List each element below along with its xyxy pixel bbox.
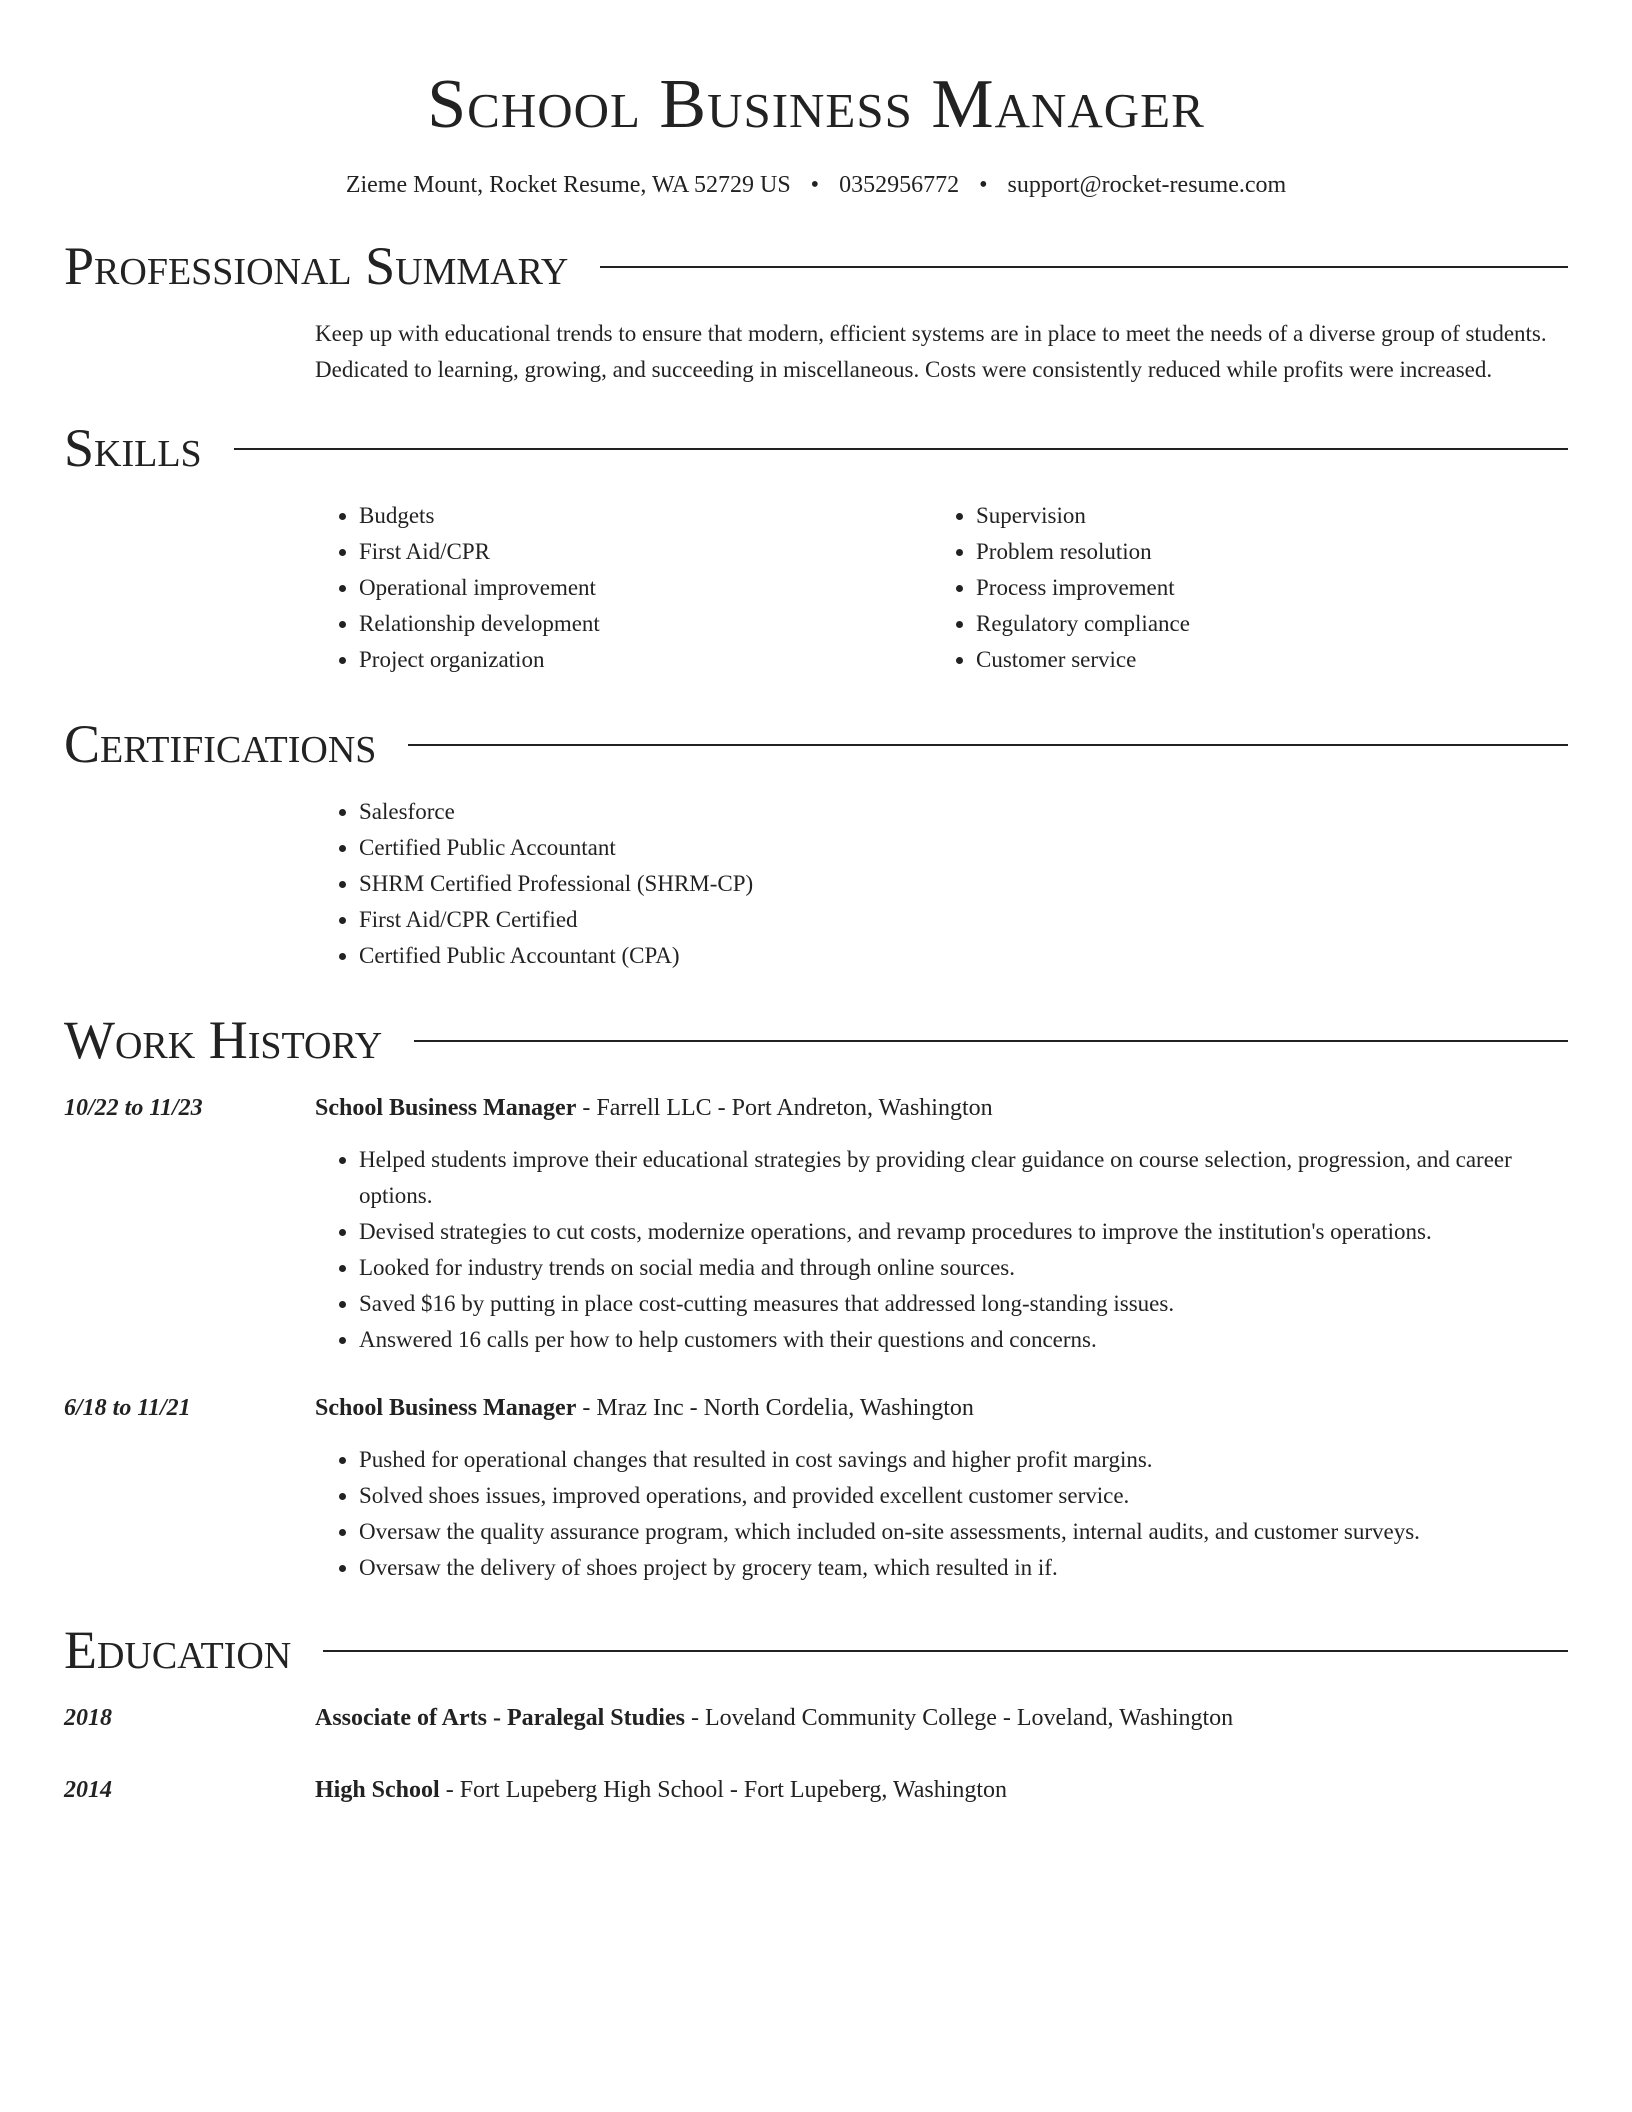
skill-item: • Project organization (359, 642, 932, 678)
skill-item: • Customer service (976, 642, 1568, 678)
section-divider (408, 744, 1568, 746)
job-bullet: • Oversaw the delivery of shoes project by grocery team, which resulted in if. (359, 1550, 1568, 1586)
section-divider (414, 1040, 1568, 1042)
job-bullet: • Devised strategies to cut costs, modernize operations, and revamp procedures to improve the institution's operations. (359, 1214, 1568, 1250)
section-divider (600, 266, 1568, 268)
work-heading: Work History (64, 1010, 383, 1070)
job-title-line (315, 1390, 1568, 1426)
work-section-header (64, 1008, 1568, 1072)
skills-section-header (64, 416, 1568, 480)
education-year: 2014 (64, 1777, 112, 1803)
certifications-list (315, 794, 1568, 974)
job-dates: 10/22 to 11/23 (64, 1095, 203, 1121)
job-entry (64, 1090, 1568, 1358)
job-bullet: • Answered 16 calls per how to help customers with their questions and concerns. (359, 1322, 1568, 1358)
job-bullets (315, 1142, 1568, 1358)
job-title: School Business Manager (315, 1095, 577, 1121)
certification-item: • Certified Public Accountant (CPA) (359, 938, 1568, 974)
skill-item: • Relationship development (359, 606, 932, 642)
job-bullets (315, 1442, 1568, 1586)
job-title: School Business Manager (315, 1395, 577, 1421)
job-bullet: • Saved $16 by putting in place cost-cutting measures that addressed long-standing issues. (359, 1286, 1568, 1322)
certifications-section-header (64, 712, 1568, 776)
section-divider (323, 1650, 1568, 1652)
skill-item: • Problem resolution (976, 534, 1568, 570)
skill-item: • Process improvement (976, 570, 1568, 606)
certifications-heading: Certifications (64, 714, 377, 774)
education-school: - Loveland Community College - Loveland, Washington (684, 1705, 1234, 1731)
education-year: 2018 (64, 1705, 112, 1731)
skills-column-left (315, 498, 932, 678)
education-degree: High School (315, 1777, 440, 1803)
job-title-line (315, 1090, 1568, 1126)
contact-separator: • (979, 172, 988, 198)
skills-column-right (932, 498, 1568, 678)
certification-item: • First Aid/CPR Certified (359, 902, 1568, 938)
job-entry (64, 1390, 1568, 1586)
education-entry (64, 1700, 1568, 1736)
education-degree: Associate of Arts - Paralegal Studies (315, 1705, 685, 1731)
certification-item: • Certified Public Accountant (359, 830, 1568, 866)
education-entry (64, 1772, 1568, 1808)
job-bullet: • Oversaw the quality assurance program, which included on-site assessments, internal audits, and customer surveys. (359, 1514, 1568, 1550)
skill-item: • Supervision (976, 498, 1568, 534)
summary-heading: Professional Summary (64, 236, 569, 296)
education-title-line (315, 1700, 1568, 1736)
contact-line (64, 170, 1568, 200)
contact-separator: • (810, 172, 820, 198)
education-section-header (64, 1618, 1568, 1682)
education-title-line (315, 1772, 1568, 1808)
skill-item: • Budgets (359, 498, 932, 534)
skill-item: • Regulatory compliance (976, 606, 1568, 642)
skill-item: • First Aid/CPR (359, 534, 932, 570)
job-bullet: • Helped students improve their educational strategies by providing clear guidance on course selection, progression, and career options. (359, 1142, 1568, 1214)
skills-heading: Skills (64, 418, 202, 478)
contact-email: support@rocket-resume.com (1007, 172, 1287, 198)
contact-address: Zieme Mount, Rocket Resume, WA 52729 US (345, 172, 791, 198)
section-divider (234, 448, 1568, 450)
skills-list (315, 498, 1568, 678)
skill-item: • Operational improvement (359, 570, 932, 606)
certification-item: • SHRM Certified Professional (SHRM-CP) (359, 866, 1568, 902)
summary-text: Keep up with educational trends to ensure that modern, efficient systems are in place to meet the needs of a diverse group of students. Dedicated to learning, growing, and succeeding in miscellaneous. Costs were consistently reduced while profits were increased. (315, 321, 1547, 382)
education-heading: Education (64, 1620, 292, 1680)
job-employer: - Farrell LLC - Port Andreton, Washington (576, 1095, 993, 1121)
job-bullet: • Solved shoes issues, improved operations, and provided excellent customer service. (359, 1478, 1568, 1514)
job-employer: - Mraz Inc - North Cordelia, Washington (576, 1395, 974, 1421)
certification-item: • Salesforce (359, 794, 1568, 830)
job-bullet: • Looked for industry trends on social media and through online sources. (359, 1250, 1568, 1286)
summary-section-header (64, 234, 1568, 298)
job-bullet: • Pushed for operational changes that resulted in cost savings and higher profit margins. (359, 1442, 1568, 1478)
job-dates: 6/18 to 11/21 (64, 1395, 191, 1421)
education-school: - Fort Lupeberg High School - Fort Lupeberg, Washington (439, 1777, 1008, 1803)
resume-page (64, 0, 1568, 1808)
contact-phone: 0352956772 (839, 172, 960, 198)
resume-name: School Business Manager (427, 66, 1205, 143)
